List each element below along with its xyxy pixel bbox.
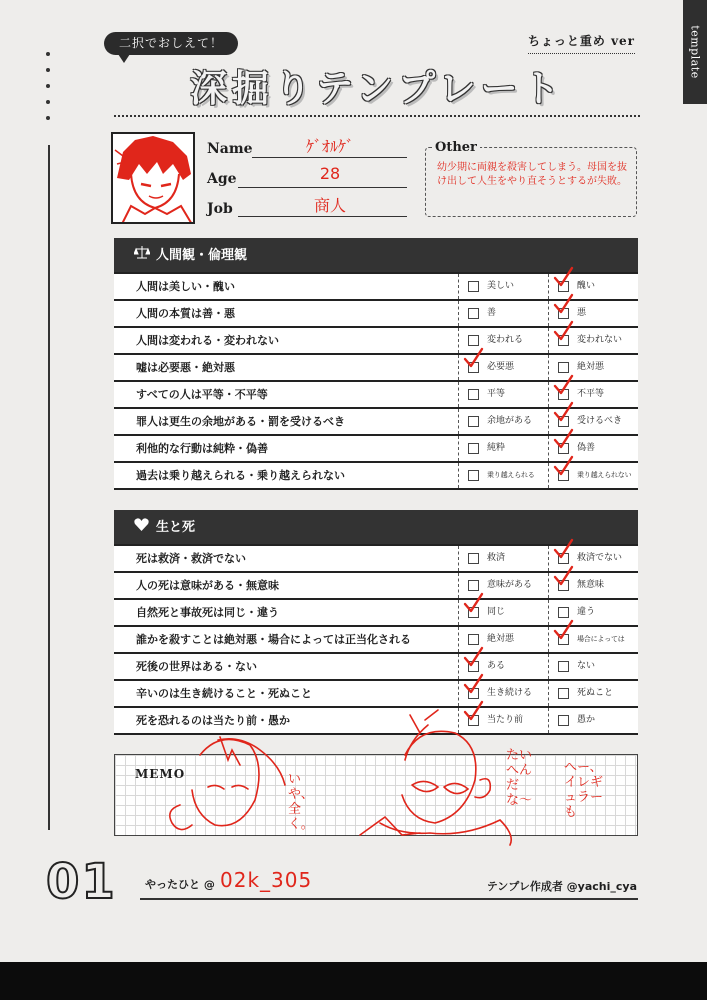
section-title: 人間観・倫理観 xyxy=(156,248,248,263)
option-label: 純粋 xyxy=(487,443,506,453)
option-label: 違う xyxy=(577,607,596,617)
job-value: 商人 xyxy=(313,196,346,215)
option-label: 乗り越えられる xyxy=(487,471,535,479)
question-text: 誰かを殺すことは絶対悪・場合によっては正当化される xyxy=(136,633,411,646)
question-text: 死後の世界はある・ない xyxy=(136,660,257,673)
option-label: 悪 xyxy=(577,308,587,318)
table-row xyxy=(114,546,638,573)
option-label: ない xyxy=(577,661,596,671)
table-row xyxy=(114,681,638,708)
option-a[interactable] xyxy=(458,355,548,380)
question-text: 人の死は意味がある・無意味 xyxy=(136,579,279,592)
avatar-sketch-icon xyxy=(113,134,195,224)
checkbox[interactable] xyxy=(468,607,479,618)
question-text: 自然死と事故死は同じ・違う xyxy=(136,606,279,619)
question-text: 人間は美しい・醜い xyxy=(136,280,235,293)
checkbox[interactable] xyxy=(558,362,569,373)
option-a[interactable] xyxy=(458,409,548,434)
table-row xyxy=(114,328,638,355)
option-b[interactable] xyxy=(548,546,638,571)
option-b[interactable] xyxy=(548,436,638,461)
option-label: 余地がある xyxy=(487,416,533,426)
section-title: 生と死 xyxy=(156,520,196,535)
side-tab-label: template xyxy=(688,25,702,79)
name-label: Name xyxy=(207,141,253,157)
option-b[interactable] xyxy=(548,301,638,326)
table-row xyxy=(114,355,638,382)
option-label: 同じ xyxy=(487,607,506,617)
option-b[interactable] xyxy=(548,627,638,652)
table-row xyxy=(114,627,638,654)
age-value: 28 xyxy=(319,164,341,183)
checkbox[interactable] xyxy=(558,553,569,564)
option-b[interactable] xyxy=(548,463,638,488)
option-label: 美しい xyxy=(487,281,515,291)
checkbox[interactable] xyxy=(558,607,569,618)
page-number: 01 xyxy=(46,854,117,910)
section-header xyxy=(114,238,638,274)
option-b[interactable] xyxy=(548,573,638,598)
age-underline xyxy=(238,187,407,188)
option-label: ある xyxy=(487,661,506,671)
decorative-dots xyxy=(46,52,50,132)
age-label: Age xyxy=(207,171,237,187)
option-a[interactable] xyxy=(458,627,548,652)
checkbox[interactable] xyxy=(468,362,479,373)
checkbox[interactable] xyxy=(468,389,479,400)
scales-icon xyxy=(134,238,156,274)
checkbox[interactable] xyxy=(468,335,479,346)
option-a[interactable] xyxy=(458,654,548,679)
option-b[interactable] xyxy=(548,274,638,299)
option-label: 必要悪 xyxy=(487,362,515,372)
option-label: 無意味 xyxy=(577,580,605,590)
option-label: 生き続ける xyxy=(487,688,533,698)
option-label: 絶対悪 xyxy=(577,362,605,372)
option-label: 平等 xyxy=(487,389,506,399)
option-label: 不平等 xyxy=(577,389,605,399)
option-b[interactable] xyxy=(548,355,638,380)
option-a[interactable] xyxy=(458,382,548,407)
option-a[interactable] xyxy=(458,708,548,733)
option-a[interactable] xyxy=(458,573,548,598)
checkbox[interactable] xyxy=(468,661,479,672)
option-b[interactable] xyxy=(548,328,638,353)
option-label: 善 xyxy=(487,308,497,318)
table-row xyxy=(114,573,638,600)
option-a[interactable] xyxy=(458,681,548,706)
question-text: 人間は変われる・変われない xyxy=(136,334,279,347)
checkbox[interactable] xyxy=(468,688,479,699)
question-text: 嘘は必要悪・絶対悪 xyxy=(136,361,235,374)
option-b[interactable] xyxy=(548,654,638,679)
option-label: 受けるべき xyxy=(577,416,623,426)
question-text: 死は救済・救済でない xyxy=(136,552,246,565)
checkbox[interactable] xyxy=(558,389,569,400)
memo-note-1: いや、全く。 xyxy=(288,772,314,832)
checkbox[interactable] xyxy=(558,281,569,292)
table-row xyxy=(114,600,638,627)
section-ethics xyxy=(114,238,638,490)
option-label: 場合によっては xyxy=(577,635,625,643)
option-a[interactable] xyxy=(458,301,548,326)
speech-bubble: 二択でおしえて！ xyxy=(104,32,238,55)
checkbox[interactable] xyxy=(468,580,479,591)
memo-note-3: へー、イレギュラーも xyxy=(564,760,604,820)
table-row xyxy=(114,409,638,436)
table-row xyxy=(114,382,638,409)
table-row xyxy=(114,274,638,301)
checkbox[interactable] xyxy=(558,416,569,427)
option-b[interactable] xyxy=(548,600,638,625)
checkbox[interactable] xyxy=(558,634,569,645)
checkbox[interactable] xyxy=(468,281,479,292)
checkbox[interactable] xyxy=(558,470,569,481)
question-text: すべての人は平等・不平等 xyxy=(136,388,268,401)
did-label: やったひと @ xyxy=(145,878,215,891)
option-label: 変われない xyxy=(577,335,623,345)
option-a[interactable] xyxy=(458,463,548,488)
checkbox[interactable] xyxy=(558,661,569,672)
section-header xyxy=(114,510,638,546)
checkbox[interactable] xyxy=(558,715,569,726)
question-text: 罪人は更生の余地がある・罰を受けるべき xyxy=(136,415,345,428)
checkbox[interactable] xyxy=(558,580,569,591)
option-label: 絶対悪 xyxy=(487,634,515,644)
option-a[interactable] xyxy=(458,600,548,625)
version-label: ちょっと重め ver xyxy=(528,32,635,54)
checkbox[interactable] xyxy=(558,308,569,319)
question-text: 辛いのは生き続けること・死ぬこと xyxy=(136,687,312,700)
checkbox[interactable] xyxy=(468,634,479,645)
table-row xyxy=(114,654,638,681)
option-a[interactable] xyxy=(458,436,548,461)
memo-note-2: たいへんだな〜 xyxy=(506,748,533,808)
other-text: 幼少期に両親を殺害してしまう。母国を抜け出して人生をやり直そうとするが失敗。 xyxy=(437,162,627,187)
question-text: 過去は乗り越えられる・乗り越えられない xyxy=(136,469,345,482)
option-b[interactable] xyxy=(548,382,638,407)
option-b[interactable] xyxy=(548,708,638,733)
option-label: 変われる xyxy=(487,335,524,345)
option-a[interactable] xyxy=(458,328,548,353)
option-label: 意味がある xyxy=(487,580,533,590)
question-text: 利他的な行動は純粋・偽善 xyxy=(136,442,268,455)
table-row xyxy=(114,436,638,463)
table-row xyxy=(114,708,638,735)
checkbox[interactable] xyxy=(468,470,479,481)
option-label: 愚か xyxy=(577,715,596,725)
option-label: 醜い xyxy=(577,281,596,291)
job-underline xyxy=(238,216,407,217)
option-label: 救済 xyxy=(487,553,506,563)
option-label: 乗り越えられない xyxy=(577,471,632,479)
avatar xyxy=(111,132,195,224)
name-underline xyxy=(252,157,407,158)
memo-label: MEMO xyxy=(135,767,186,781)
checkbox[interactable] xyxy=(558,443,569,454)
checkbox[interactable] xyxy=(468,553,479,564)
question-text: 人間の本質は善・悪 xyxy=(136,307,235,320)
option-a[interactable] xyxy=(458,274,548,299)
option-b[interactable] xyxy=(548,409,638,434)
checkbox[interactable] xyxy=(468,715,479,726)
side-tab xyxy=(683,0,707,104)
option-label: 当たり前 xyxy=(487,715,524,725)
memo-box[interactable] xyxy=(114,754,638,836)
heart-icon xyxy=(134,510,156,546)
option-label: 偽善 xyxy=(577,443,596,453)
option-a[interactable] xyxy=(458,546,548,571)
footer-rule xyxy=(140,898,638,900)
question-text: 死を恐れるのは当たり前・愚か xyxy=(136,714,290,727)
author-credit: テンプレ作成者 @yachi_cya xyxy=(486,880,637,893)
name-value: ｹﾞｵﾙｹﾞ xyxy=(305,137,354,156)
checkbox[interactable] xyxy=(558,688,569,699)
checkbox[interactable] xyxy=(468,416,479,427)
section-life-death xyxy=(114,510,638,735)
table-row xyxy=(114,301,638,328)
job-label: Job xyxy=(207,201,233,217)
other-label: Other xyxy=(432,140,480,155)
option-label: 救済でない xyxy=(577,553,623,563)
option-label: 死ぬこと xyxy=(577,688,614,698)
checkbox[interactable] xyxy=(558,335,569,346)
checkbox[interactable] xyxy=(468,308,479,319)
option-b[interactable] xyxy=(548,681,638,706)
left-rule xyxy=(48,145,50,830)
table-row xyxy=(114,463,638,490)
did-value: 02k_305 xyxy=(220,868,313,892)
title-divider xyxy=(114,115,640,117)
checkbox[interactable] xyxy=(468,443,479,454)
page-title: 深掘りテンプレート xyxy=(190,66,565,110)
